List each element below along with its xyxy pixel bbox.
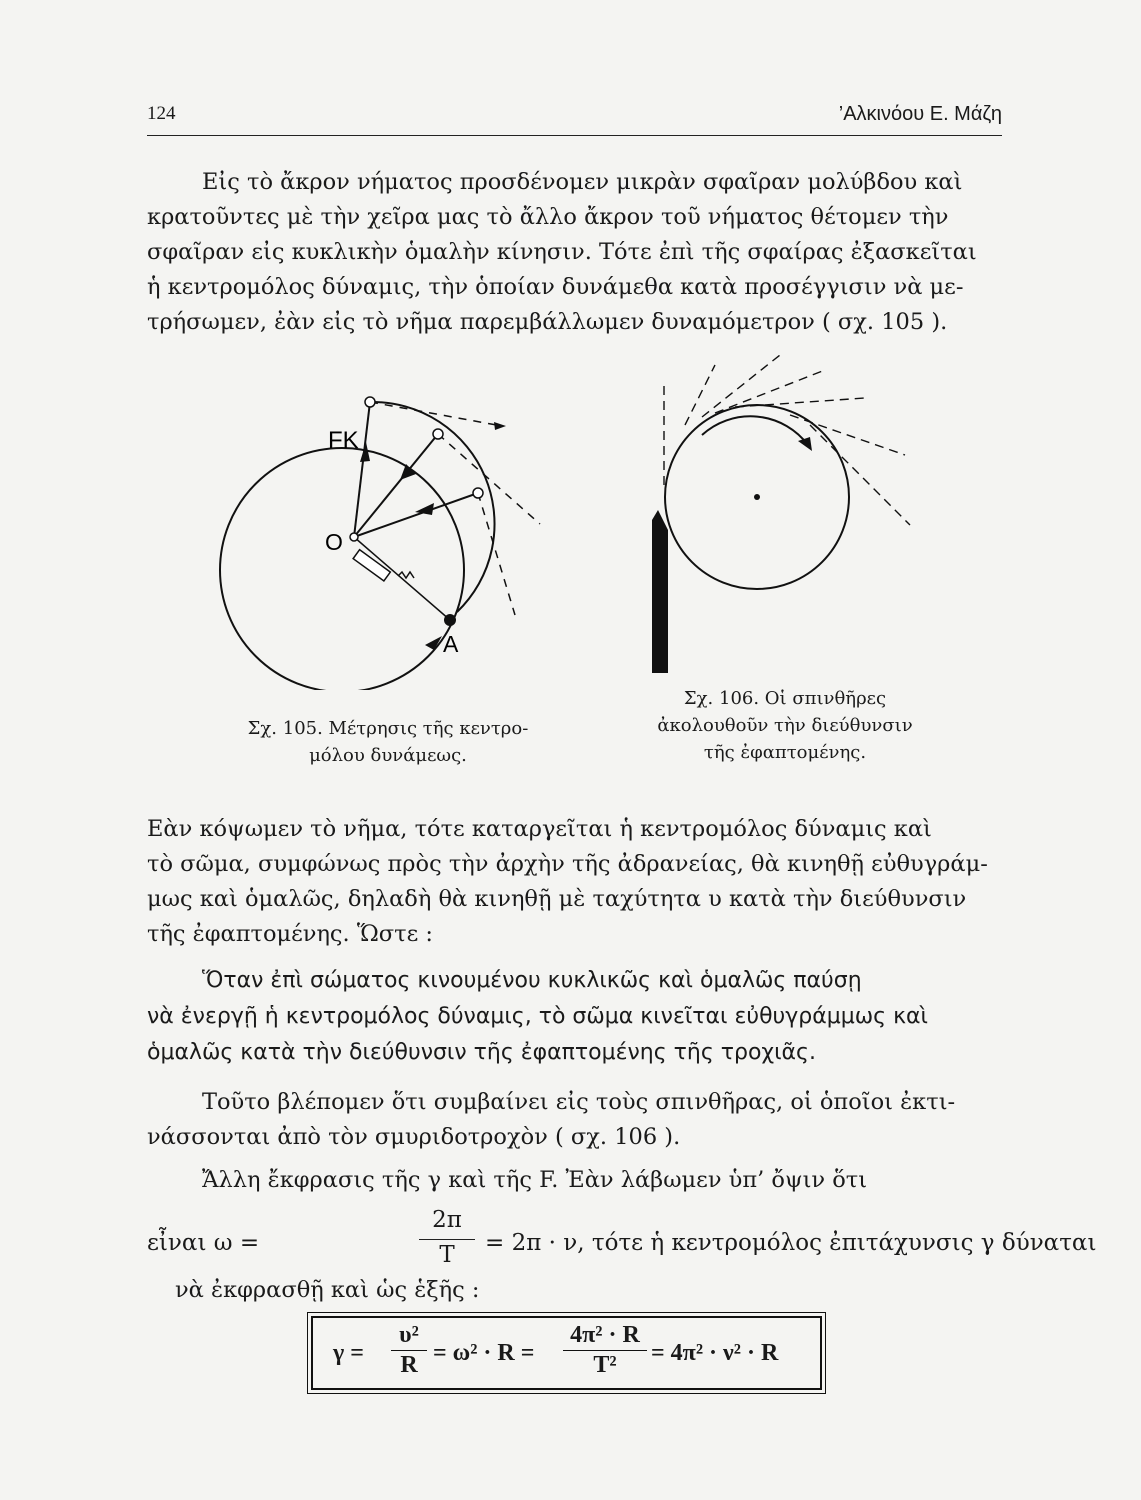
paragraph-line: κρατοῦντες μὲ τὴν χεῖρα μας τὸ ἄλλο ἄκρον τοῦ νήματος θέτομεν τὴν	[147, 204, 949, 230]
paragraph-line: τῆς ἐφαπτομένης. Ὥστε :	[147, 921, 433, 947]
caption-line: Σχ. 105. Μέτρησις τῆς κεντρο-	[247, 718, 529, 739]
orbit-circle	[220, 448, 464, 690]
boxed-formula	[311, 1316, 822, 1390]
ball-position	[365, 397, 375, 407]
wheel-axle	[754, 494, 760, 500]
paragraph-2	[147, 812, 1007, 952]
fraction-numerator: 2π	[419, 1207, 475, 1240]
fraction-4pi2R-over-T2	[563, 1322, 647, 1379]
figure-105	[210, 390, 550, 690]
paragraph-line: μως καὶ ὁμαλῶς, δηλαδὴ θὰ κινηθῇ μὲ ταχύτητα υ κατὰ τὴν διεύθυνσιν	[147, 886, 967, 912]
fraction-denominator: T²	[593, 1352, 617, 1378]
paragraph-line: Εὰν κόψωμεν τὸ νῆμα, τότε καταργεῖται ἡ κεντρομόλος δύναμις καὶ	[147, 816, 932, 842]
running-header	[147, 103, 1002, 136]
fraction-numerator: 4π² · R	[563, 1322, 647, 1351]
paragraph-line: ἡ κεντρομόλος δύναμις, τὴν ὁποίαν δυνάμεθα κατὰ προσέγγισιν νὰ με-	[147, 274, 964, 300]
paragraph-line: νάσσονται ἀπὸ τὸν σμυριδοτροχὸν ( σχ. 106 ).	[147, 1124, 681, 1150]
paragraph-1	[147, 165, 1007, 340]
figure-105-caption	[218, 715, 558, 769]
paragraph-line: τὸ σῶμα, συμφώνως πρὸς τὴν ἀρχὴν τῆς ἀδρανείας, θὰ κινηθῇ εὐθυγράμ-	[147, 851, 988, 877]
tool-holder	[652, 510, 668, 673]
paragraph-line: Ἄλλη ἔκφρασις τῆς γ καὶ τῆς F. Ἐὰν λάβωμεν ὑπ’ ὄψιν ὅτι	[202, 1167, 868, 1193]
figure-106	[640, 355, 940, 675]
caption-line: Σχ. 106. Οἱ σπινθῆρες	[683, 688, 887, 709]
running-title: ’Αλκινόου Ε. Μάζη	[838, 103, 1002, 125]
eq-rhs: = 4π² · ν² · R	[651, 1340, 779, 1366]
spark-dashed	[790, 415, 905, 455]
center-point	[350, 533, 358, 541]
dynamometer	[353, 550, 390, 581]
string-radius	[354, 402, 370, 537]
ball-position	[444, 614, 456, 626]
caption-line: τῆς ἐφαπτομένης.	[703, 742, 867, 763]
tangent-arrowhead	[494, 422, 506, 430]
paragraph-line: Εἰς τὸ ἄκρον νήματος προσδένομεν μικρὰν σφαῖραν μολύβδου καὶ	[202, 169, 963, 195]
eq-lhs: γ =	[333, 1340, 364, 1366]
omega-formula-line	[147, 1205, 1097, 1275]
ball-position	[433, 429, 443, 439]
rule-statement	[147, 963, 1009, 1071]
formula-prefix: εἶναι ω =	[147, 1230, 260, 1256]
rotation-arrowhead	[798, 437, 812, 451]
eq-middle: = ω² · R =	[433, 1340, 535, 1366]
rule-line: νὰ ἐνεργῇ ἡ κεντρομόλος δύναμις, τὸ σῶμα κινεῖται εὐθυγράμμως καὶ	[147, 1004, 928, 1029]
spark-dashed	[685, 365, 715, 425]
paragraph-line: Τοῦτο βλέπομεν ὅτι συμβαίνει εἰς τοὺς σπινθῆρας, οἱ ὁποῖοι ἐκτι-	[202, 1089, 956, 1115]
string-radius	[354, 537, 450, 620]
spark-dashed	[810, 425, 910, 525]
rotation-arrow	[702, 416, 808, 445]
spark-dashed	[702, 355, 780, 417]
caption-line: ἀκολουθοῦν τὴν διεύθυνσιν	[657, 715, 913, 736]
force-label: FK	[328, 427, 359, 454]
fraction-denominator: R	[400, 1352, 418, 1378]
paragraph-4	[147, 1163, 1007, 1198]
boxed-equation	[313, 1318, 820, 1388]
caption-line: μόλου δυνάμεως.	[309, 745, 467, 766]
fraction-2pi-over-T	[419, 1207, 475, 1268]
paragraph-3	[147, 1085, 1007, 1155]
formula-continuation: νὰ ἐκφρασθῇ καὶ ὡς ἑξῆς :	[175, 1277, 480, 1303]
tangent-dashed	[370, 402, 502, 426]
center-label: O	[325, 529, 343, 555]
ball-position	[473, 488, 483, 498]
figure-106-caption	[620, 685, 950, 766]
rule-line: Ὅταν ἐπὶ σώματος κινουμένου κυκλικῶς καὶ ὁμαλῶς παύσῃ	[202, 968, 862, 993]
paragraph-line: σφαῖραν εἰς κυκλικὴν ὁμαλὴν κίνησιν. Τότε ἐπὶ τῆς σφαίρας ἐξασκεῖται	[147, 239, 977, 265]
page-number: 124	[147, 103, 176, 124]
paragraph-line: τρήσωμεν, ἐὰν εἰς τὸ νῆμα παρεμβάλλωμεν δυναμόμετρον ( σχ. 105 ).	[147, 309, 948, 335]
fraction-numerator: υ²	[391, 1322, 427, 1351]
rule-line: ὁμαλῶς κατὰ τὴν διεύθυνσιν τῆς ἐφαπτομένης τῆς τροχιᾶς.	[147, 1040, 816, 1065]
tangent-dashed	[438, 434, 540, 524]
fraction-v2-over-R	[391, 1322, 427, 1379]
force-arrowhead	[400, 464, 416, 480]
force-arrowhead	[415, 503, 434, 515]
point-label: A	[443, 631, 459, 657]
formula-suffix: = 2π · ν, τότε ἡ κεντρομόλος ἐπιτάχυνσις γ δύναται	[485, 1230, 1097, 1256]
spark-dashed	[735, 398, 865, 407]
fraction-denominator: T	[439, 1242, 455, 1268]
tangent-dashed	[478, 493, 515, 615]
